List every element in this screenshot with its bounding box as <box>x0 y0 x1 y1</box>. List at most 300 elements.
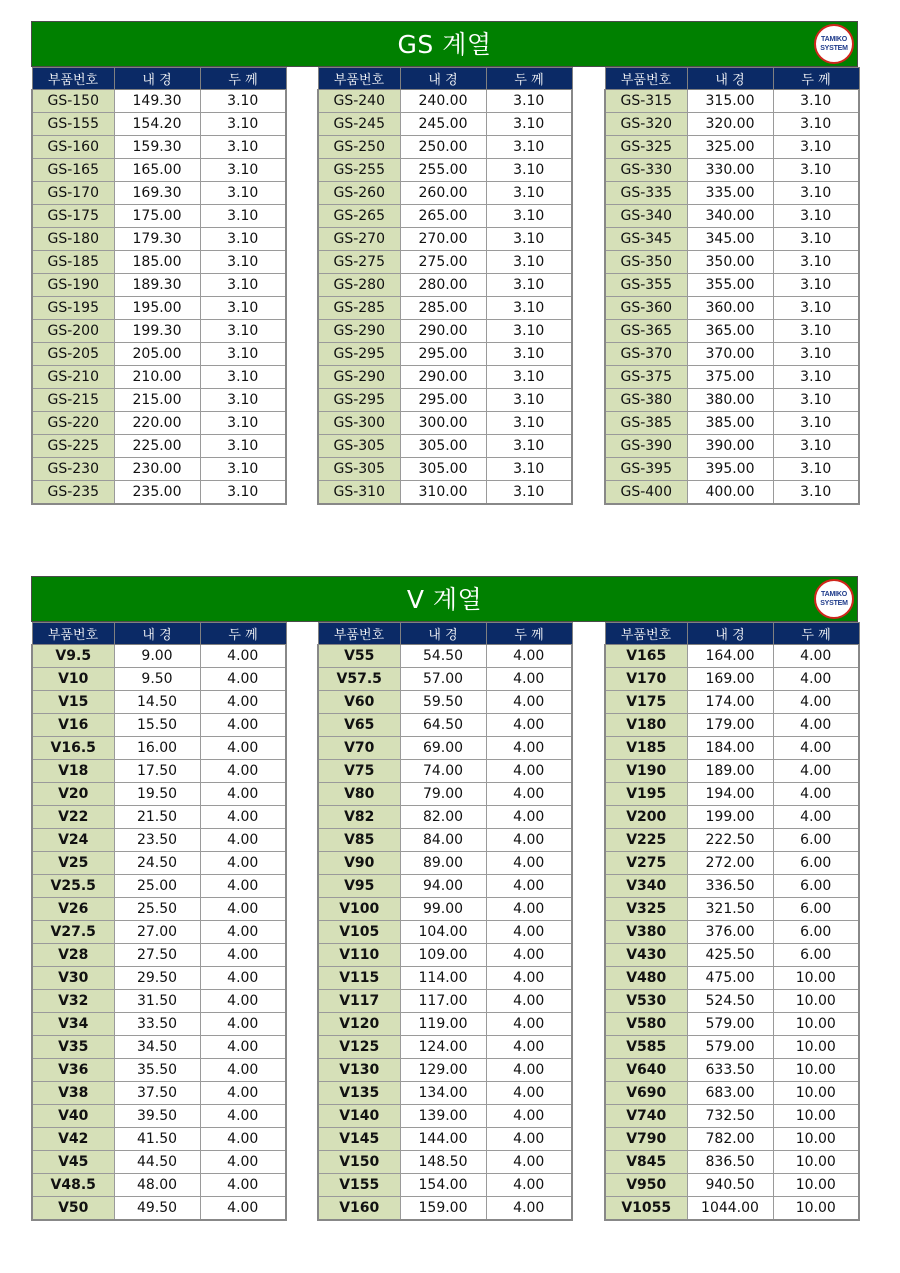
part-number-cell: GS-160 <box>32 136 114 159</box>
part-number-cell: V160 <box>318 1197 400 1221</box>
table-row <box>32 760 286 783</box>
table-header-row <box>605 623 859 645</box>
inner-diameter-cell: 114.00 <box>400 967 486 990</box>
inner-diameter-cell: 25.00 <box>114 875 200 898</box>
inner-diameter-cell: 400.00 <box>687 481 773 505</box>
thickness-cell: 4.00 <box>486 1036 572 1059</box>
table-row <box>318 714 572 737</box>
thickness-cell: 3.10 <box>200 481 286 505</box>
table-row <box>32 714 286 737</box>
part-number-cell: GS-230 <box>32 458 114 481</box>
thickness-cell: 4.00 <box>200 1105 286 1128</box>
thickness-header: 두 께 <box>773 623 859 645</box>
part-number-cell: V38 <box>32 1082 114 1105</box>
part-number-cell: GS-355 <box>605 274 687 297</box>
inner-diameter-cell: 285.00 <box>400 297 486 320</box>
inner-diameter-cell: 940.50 <box>687 1174 773 1197</box>
table-row <box>32 829 286 852</box>
part-number-cell: V790 <box>605 1128 687 1151</box>
part-number-cell: V585 <box>605 1036 687 1059</box>
part-number-cell: V60 <box>318 691 400 714</box>
table-row <box>32 412 286 435</box>
inner-diameter-cell: 159.00 <box>400 1197 486 1221</box>
part-number-cell: GS-255 <box>318 159 400 182</box>
table-row <box>318 1036 572 1059</box>
thickness-cell: 10.00 <box>773 1082 859 1105</box>
table-header-row <box>318 68 572 90</box>
inner-diameter-cell: 305.00 <box>400 458 486 481</box>
thickness-cell: 4.00 <box>486 1128 572 1151</box>
table-row <box>318 297 572 320</box>
part-number-cell: V10 <box>32 668 114 691</box>
part-number-cell: V90 <box>318 852 400 875</box>
inner-diameter-cell: 579.00 <box>687 1036 773 1059</box>
inner-diameter-cell: 370.00 <box>687 343 773 366</box>
thickness-cell: 3.10 <box>486 113 572 136</box>
part-number-cell: V145 <box>318 1128 400 1151</box>
inner-diameter-cell: 57.00 <box>400 668 486 691</box>
v-series-banner <box>31 576 858 622</box>
part-number-cell: V85 <box>318 829 400 852</box>
thickness-cell: 3.10 <box>200 366 286 389</box>
part-number-cell: GS-375 <box>605 366 687 389</box>
logo-text-line-2: SYSTEM <box>820 600 848 607</box>
spec-table-3 <box>604 67 860 505</box>
thickness-cell: 4.00 <box>773 691 859 714</box>
table-row <box>605 343 859 366</box>
inner-diameter-header: 내 경 <box>687 623 773 645</box>
part-number-cell: V25.5 <box>32 875 114 898</box>
table-row <box>605 435 859 458</box>
thickness-cell: 6.00 <box>773 875 859 898</box>
part-number-cell: GS-360 <box>605 297 687 320</box>
thickness-cell: 4.00 <box>486 852 572 875</box>
part-number-cell: GS-190 <box>32 274 114 297</box>
thickness-cell: 3.10 <box>486 182 572 205</box>
part-number-cell: V740 <box>605 1105 687 1128</box>
inner-diameter-cell: 184.00 <box>687 737 773 760</box>
part-number-cell: V180 <box>605 714 687 737</box>
part-number-cell: V55 <box>318 645 400 668</box>
part-number-cell: V36 <box>32 1059 114 1082</box>
part-number-cell: V530 <box>605 990 687 1013</box>
thickness-cell: 4.00 <box>200 668 286 691</box>
inner-diameter-cell: 836.50 <box>687 1151 773 1174</box>
inner-diameter-cell: 35.50 <box>114 1059 200 1082</box>
part-number-cell: GS-185 <box>32 251 114 274</box>
inner-diameter-cell: 390.00 <box>687 435 773 458</box>
part-number-header: 부품번호 <box>605 623 687 645</box>
inner-diameter-cell: 14.50 <box>114 691 200 714</box>
inner-diameter-cell: 124.00 <box>400 1036 486 1059</box>
inner-diameter-cell: 295.00 <box>400 343 486 366</box>
spec-table-2 <box>317 622 573 1221</box>
part-number-cell: GS-395 <box>605 458 687 481</box>
inner-diameter-cell: 330.00 <box>687 159 773 182</box>
logo-text-line-1: TAMIKO <box>821 591 847 598</box>
inner-diameter-cell: 175.00 <box>114 205 200 228</box>
part-number-cell: GS-285 <box>318 297 400 320</box>
thickness-cell: 4.00 <box>200 1197 286 1221</box>
spec-table-1 <box>31 622 287 1221</box>
thickness-cell: 3.10 <box>200 251 286 274</box>
thickness-cell: 4.00 <box>486 737 572 760</box>
part-number-cell: V32 <box>32 990 114 1013</box>
inner-diameter-header: 내 경 <box>400 623 486 645</box>
table-row <box>318 852 572 875</box>
thickness-cell: 3.10 <box>200 343 286 366</box>
part-number-cell: GS-240 <box>318 90 400 113</box>
inner-diameter-header: 내 경 <box>114 68 200 90</box>
thickness-cell: 10.00 <box>773 1197 859 1221</box>
table-row <box>605 320 859 343</box>
thickness-cell: 4.00 <box>200 967 286 990</box>
table-row <box>605 668 859 691</box>
logo-text-line-1: TAMIKO <box>821 36 847 43</box>
part-number-cell: V26 <box>32 898 114 921</box>
part-number-cell: V117 <box>318 990 400 1013</box>
part-number-header: 부품번호 <box>32 68 114 90</box>
thickness-cell: 4.00 <box>486 1197 572 1221</box>
table-row <box>318 1197 572 1221</box>
part-number-cell: V190 <box>605 760 687 783</box>
spec-table-2 <box>317 67 573 505</box>
v-series-tables <box>31 622 858 1232</box>
table-row <box>605 1059 859 1082</box>
part-number-cell: V27.5 <box>32 921 114 944</box>
thickness-cell: 3.10 <box>486 389 572 412</box>
table-row <box>605 113 859 136</box>
thickness-cell: 4.00 <box>200 1036 286 1059</box>
table-row <box>318 389 572 412</box>
table-row <box>32 898 286 921</box>
table-row <box>318 481 572 505</box>
part-number-cell: V340 <box>605 875 687 898</box>
table-row <box>605 852 859 875</box>
thickness-cell: 6.00 <box>773 898 859 921</box>
thickness-cell: 4.00 <box>200 1013 286 1036</box>
part-number-cell: GS-305 <box>318 458 400 481</box>
part-number-cell: V34 <box>32 1013 114 1036</box>
part-number-cell: V1055 <box>605 1197 687 1221</box>
thickness-cell: 3.10 <box>486 251 572 274</box>
inner-diameter-cell: 365.00 <box>687 320 773 343</box>
inner-diameter-cell: 9.50 <box>114 668 200 691</box>
part-number-cell: GS-325 <box>605 136 687 159</box>
part-number-cell: V130 <box>318 1059 400 1082</box>
part-number-cell: V20 <box>32 783 114 806</box>
table-header-row <box>32 68 286 90</box>
thickness-cell: 4.00 <box>773 645 859 668</box>
table-row <box>318 668 572 691</box>
table-row <box>318 182 572 205</box>
table-row <box>605 274 859 297</box>
thickness-cell: 3.10 <box>486 297 572 320</box>
part-number-cell: V65 <box>318 714 400 737</box>
thickness-header: 두 께 <box>486 68 572 90</box>
inner-diameter-cell: 335.00 <box>687 182 773 205</box>
v-series-title: V 계열 <box>406 585 483 614</box>
table-row <box>318 251 572 274</box>
thickness-cell: 6.00 <box>773 852 859 875</box>
thickness-cell: 3.10 <box>486 159 572 182</box>
inner-diameter-cell: 64.50 <box>400 714 486 737</box>
thickness-cell: 4.00 <box>773 668 859 691</box>
part-number-cell: V225 <box>605 829 687 852</box>
table-row <box>318 829 572 852</box>
inner-diameter-cell: 23.50 <box>114 829 200 852</box>
table-header-row <box>32 623 286 645</box>
thickness-cell: 4.00 <box>200 737 286 760</box>
part-number-cell: V125 <box>318 1036 400 1059</box>
inner-diameter-cell: 27.50 <box>114 944 200 967</box>
table-row <box>605 829 859 852</box>
inner-diameter-cell: 1044.00 <box>687 1197 773 1221</box>
thickness-cell: 10.00 <box>773 1105 859 1128</box>
inner-diameter-cell: 54.50 <box>400 645 486 668</box>
part-number-cell: V28 <box>32 944 114 967</box>
thickness-cell: 3.10 <box>200 412 286 435</box>
inner-diameter-cell: 154.20 <box>114 113 200 136</box>
table-row <box>605 1197 859 1221</box>
table-row <box>318 435 572 458</box>
inner-diameter-cell: 295.00 <box>400 389 486 412</box>
inner-diameter-cell: 270.00 <box>400 228 486 251</box>
part-number-cell: GS-330 <box>605 159 687 182</box>
inner-diameter-cell: 210.00 <box>114 366 200 389</box>
table-row <box>32 783 286 806</box>
part-number-cell: V325 <box>605 898 687 921</box>
inner-diameter-cell: 325.00 <box>687 136 773 159</box>
inner-diameter-cell: 82.00 <box>400 806 486 829</box>
part-number-cell: V110 <box>318 944 400 967</box>
thickness-cell: 10.00 <box>773 1036 859 1059</box>
inner-diameter-cell: 189.00 <box>687 760 773 783</box>
inner-diameter-cell: 340.00 <box>687 205 773 228</box>
inner-diameter-cell: 272.00 <box>687 852 773 875</box>
table-row <box>32 875 286 898</box>
table-row <box>318 228 572 251</box>
part-number-cell: GS-210 <box>32 366 114 389</box>
table-row <box>32 1128 286 1151</box>
table-row <box>605 159 859 182</box>
thickness-cell: 3.10 <box>200 297 286 320</box>
table-row <box>605 691 859 714</box>
inner-diameter-cell: 280.00 <box>400 274 486 297</box>
inner-diameter-cell: 59.50 <box>400 691 486 714</box>
thickness-cell: 4.00 <box>486 898 572 921</box>
inner-diameter-cell: 33.50 <box>114 1013 200 1036</box>
gs-series-banner <box>31 21 858 67</box>
table-row <box>605 366 859 389</box>
inner-diameter-cell: 74.00 <box>400 760 486 783</box>
table-header-row <box>605 68 859 90</box>
table-row <box>605 136 859 159</box>
thickness-header: 두 께 <box>200 68 286 90</box>
table-row <box>605 1128 859 1151</box>
thickness-cell: 6.00 <box>773 829 859 852</box>
table-row <box>32 852 286 875</box>
part-number-cell: GS-400 <box>605 481 687 505</box>
inner-diameter-cell: 275.00 <box>400 251 486 274</box>
thickness-cell: 3.10 <box>200 435 286 458</box>
thickness-cell: 10.00 <box>773 1174 859 1197</box>
table-row <box>318 967 572 990</box>
thickness-cell: 4.00 <box>486 990 572 1013</box>
thickness-cell: 3.10 <box>773 458 859 481</box>
part-number-cell: GS-320 <box>605 113 687 136</box>
inner-diameter-cell: 290.00 <box>400 366 486 389</box>
table-row <box>605 1082 859 1105</box>
inner-diameter-cell: 350.00 <box>687 251 773 274</box>
thickness-cell: 3.10 <box>486 205 572 228</box>
thickness-cell: 3.10 <box>773 320 859 343</box>
thickness-cell: 4.00 <box>486 921 572 944</box>
thickness-cell: 3.10 <box>200 228 286 251</box>
part-number-cell: V845 <box>605 1151 687 1174</box>
thickness-cell: 4.00 <box>486 806 572 829</box>
part-number-cell: V155 <box>318 1174 400 1197</box>
table-row <box>32 159 286 182</box>
thickness-cell: 4.00 <box>486 967 572 990</box>
thickness-cell: 4.00 <box>773 737 859 760</box>
part-number-cell: GS-315 <box>605 90 687 113</box>
thickness-cell: 3.10 <box>773 159 859 182</box>
thickness-cell: 4.00 <box>486 668 572 691</box>
table-row <box>32 806 286 829</box>
table-row <box>32 297 286 320</box>
thickness-cell: 3.10 <box>200 136 286 159</box>
inner-diameter-cell: 290.00 <box>400 320 486 343</box>
table-row <box>32 136 286 159</box>
thickness-cell: 4.00 <box>200 829 286 852</box>
thickness-cell: 6.00 <box>773 921 859 944</box>
part-number-cell: GS-235 <box>32 481 114 505</box>
inner-diameter-cell: 321.50 <box>687 898 773 921</box>
table-row <box>318 1151 572 1174</box>
thickness-cell: 10.00 <box>773 967 859 990</box>
table-row <box>32 967 286 990</box>
table-row <box>318 737 572 760</box>
inner-diameter-cell: 524.50 <box>687 990 773 1013</box>
part-number-cell: V135 <box>318 1082 400 1105</box>
inner-diameter-cell: 245.00 <box>400 113 486 136</box>
gs-series-title: GS 계열 <box>397 30 492 59</box>
thickness-header: 두 께 <box>773 68 859 90</box>
table-row <box>318 1059 572 1082</box>
part-number-cell: V170 <box>605 668 687 691</box>
inner-diameter-cell: 380.00 <box>687 389 773 412</box>
thickness-cell: 4.00 <box>200 921 286 944</box>
v-series-section <box>31 576 858 1232</box>
part-number-cell: V45 <box>32 1151 114 1174</box>
table-row <box>605 1036 859 1059</box>
table-row <box>605 205 859 228</box>
inner-diameter-cell: 134.00 <box>400 1082 486 1105</box>
part-number-cell: GS-260 <box>318 182 400 205</box>
table-row <box>32 944 286 967</box>
thickness-cell: 3.10 <box>773 136 859 159</box>
part-number-cell: V70 <box>318 737 400 760</box>
part-number-cell: GS-270 <box>318 228 400 251</box>
table-row <box>32 343 286 366</box>
part-number-cell: V42 <box>32 1128 114 1151</box>
part-number-cell: V120 <box>318 1013 400 1036</box>
table-row <box>605 967 859 990</box>
table-row <box>605 921 859 944</box>
thickness-cell: 4.00 <box>486 714 572 737</box>
part-number-cell: GS-180 <box>32 228 114 251</box>
inner-diameter-cell: 119.00 <box>400 1013 486 1036</box>
table-row <box>32 1082 286 1105</box>
table-row <box>32 182 286 205</box>
part-number-cell: GS-215 <box>32 389 114 412</box>
table-row <box>605 714 859 737</box>
thickness-cell: 4.00 <box>486 691 572 714</box>
thickness-cell: 3.10 <box>200 274 286 297</box>
inner-diameter-cell: 174.00 <box>687 691 773 714</box>
inner-diameter-cell: 225.00 <box>114 435 200 458</box>
inner-diameter-cell: 732.50 <box>687 1105 773 1128</box>
part-number-cell: GS-300 <box>318 412 400 435</box>
table-row <box>32 113 286 136</box>
thickness-cell: 3.10 <box>200 159 286 182</box>
inner-diameter-cell: 169.30 <box>114 182 200 205</box>
thickness-cell: 4.00 <box>200 875 286 898</box>
inner-diameter-cell: 320.00 <box>687 113 773 136</box>
part-number-cell: GS-280 <box>318 274 400 297</box>
inner-diameter-cell: 310.00 <box>400 481 486 505</box>
thickness-cell: 3.10 <box>486 412 572 435</box>
inner-diameter-cell: 179.30 <box>114 228 200 251</box>
inner-diameter-cell: 355.00 <box>687 274 773 297</box>
inner-diameter-cell: 395.00 <box>687 458 773 481</box>
part-number-cell: V165 <box>605 645 687 668</box>
inner-diameter-cell: 579.00 <box>687 1013 773 1036</box>
part-number-cell: GS-245 <box>318 113 400 136</box>
part-number-cell: GS-295 <box>318 389 400 412</box>
inner-diameter-cell: 104.00 <box>400 921 486 944</box>
inner-diameter-cell: 260.00 <box>400 182 486 205</box>
gs-series-section <box>31 21 858 507</box>
part-number-cell: V640 <box>605 1059 687 1082</box>
table-row <box>605 251 859 274</box>
inner-diameter-cell: 44.50 <box>114 1151 200 1174</box>
thickness-cell: 3.10 <box>486 343 572 366</box>
part-number-cell: GS-350 <box>605 251 687 274</box>
part-number-cell: V950 <box>605 1174 687 1197</box>
thickness-cell: 3.10 <box>773 412 859 435</box>
thickness-cell: 4.00 <box>200 1082 286 1105</box>
inner-diameter-cell: 25.50 <box>114 898 200 921</box>
thickness-cell: 3.10 <box>773 366 859 389</box>
thickness-cell: 4.00 <box>200 1174 286 1197</box>
table-row <box>32 1151 286 1174</box>
thickness-header: 두 께 <box>486 623 572 645</box>
inner-diameter-cell: 19.50 <box>114 783 200 806</box>
table-row <box>605 645 859 668</box>
inner-diameter-cell: 315.00 <box>687 90 773 113</box>
part-number-cell: GS-170 <box>32 182 114 205</box>
table-row <box>318 1174 572 1197</box>
part-number-cell: V200 <box>605 806 687 829</box>
spec-table-3 <box>604 622 860 1221</box>
thickness-cell: 4.00 <box>486 1174 572 1197</box>
thickness-cell: 3.10 <box>200 182 286 205</box>
inner-diameter-cell: 15.50 <box>114 714 200 737</box>
inner-diameter-cell: 305.00 <box>400 435 486 458</box>
table-row <box>32 274 286 297</box>
